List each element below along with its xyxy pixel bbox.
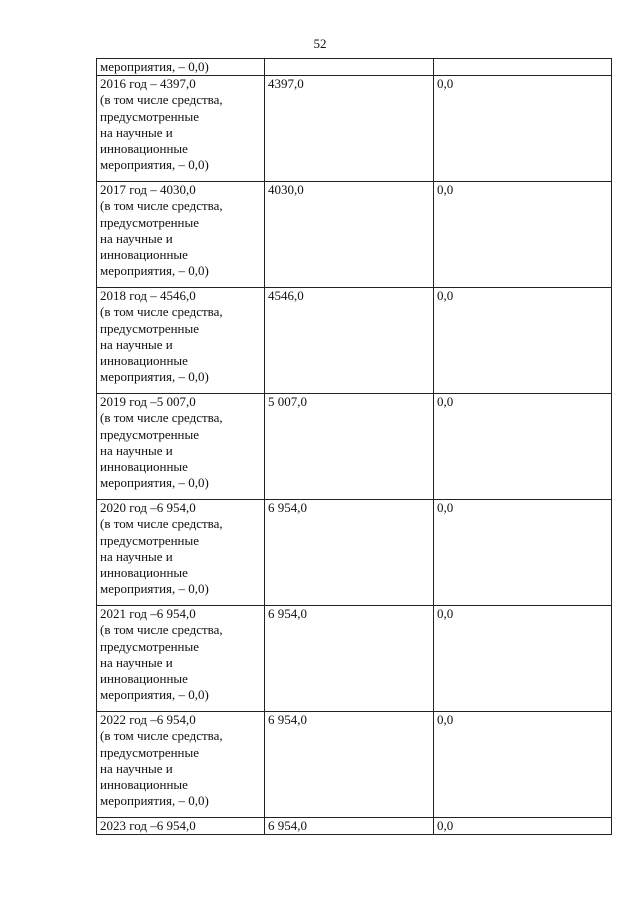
year-text-line: на научные и (100, 442, 173, 458)
year-text-cell (97, 500, 265, 606)
year-text-line: (в том числе средства, (100, 92, 223, 108)
year-text-line: инновационные (100, 777, 188, 793)
year-text-cell (97, 76, 265, 182)
year-text-cell (97, 394, 265, 500)
year-text-line: мероприятия, – 0,0) (100, 581, 209, 597)
year-text-line: на научные и (100, 760, 173, 776)
year-text-line: инновационные (100, 671, 188, 687)
table-row (97, 394, 612, 500)
amount-cell: 5 007,0 (265, 394, 434, 500)
year-text-line: инновационные (100, 459, 188, 475)
amount-cell: 6 954,0 (265, 818, 434, 835)
year-text-line: 2019 год –5 007,0 (100, 394, 196, 410)
table-row-continuation (97, 59, 612, 76)
year-text-line: мероприятия, – 0,0) (100, 793, 209, 809)
table-row (97, 606, 612, 712)
funding-table (96, 58, 612, 835)
other-amount-cell: 0,0 (434, 182, 612, 288)
year-text-line: (в том числе средства, (100, 198, 223, 214)
year-text-line: на научные и (100, 124, 173, 140)
year-text-line: мероприятия, – 0,0) (100, 157, 209, 173)
year-text-line: предусмотренные (100, 108, 200, 124)
year-text-cell (97, 182, 265, 288)
year-text-line: предусмотренные (100, 638, 200, 654)
continuation-text-cell: мероприятия, – 0,0) (97, 59, 265, 76)
year-text-line: мероприятия, – 0,0) (100, 369, 209, 385)
table-row-2023 (97, 818, 612, 835)
table-row (97, 76, 612, 182)
amount-cell: 4397,0 (265, 76, 434, 182)
year-text-line: (в том числе средства, (100, 622, 223, 638)
year-text-line: инновационные (100, 565, 188, 581)
year-text-line: предусмотренные (100, 532, 200, 548)
page-number: 52 (313, 36, 327, 51)
other-amount-cell: 0,0 (434, 394, 612, 500)
year-text-line: мероприятия, – 0,0) (100, 687, 209, 703)
other-amount-cell: 0,0 (434, 818, 612, 835)
table-row (97, 288, 612, 394)
other-amount-cell: 0,0 (434, 288, 612, 394)
funding-table-body (97, 59, 612, 835)
year-text-line: предусмотренные (100, 426, 200, 442)
year-text-line: на научные и (100, 654, 173, 670)
other-amount-cell: 0,0 (434, 500, 612, 606)
year-text-cell (97, 606, 265, 712)
continuation-other-cell (434, 59, 612, 76)
amount-cell: 4546,0 (265, 288, 434, 394)
year-text-cell (97, 712, 265, 818)
year-text-line: мероприятия, – 0,0) (100, 263, 209, 279)
year-text-line: на научные и (100, 230, 173, 246)
year-text-line: инновационные (100, 247, 188, 263)
year-text-line: предусмотренные (100, 320, 200, 336)
year-text-line: 2018 год – 4546,0 (100, 288, 196, 304)
year-text-line: 2016 год – 4397,0 (100, 76, 196, 92)
year-text-line: (в том числе средства, (100, 304, 223, 320)
year-text-line: 2021 год –6 954,0 (100, 606, 196, 622)
year-text-cell: 2023 год –6 954,0 (97, 818, 265, 835)
year-text-line: 2022 год –6 954,0 (100, 712, 196, 728)
year-text-line: предусмотренные (100, 214, 200, 230)
year-text-line: 2017 год – 4030,0 (100, 182, 196, 198)
other-amount-cell: 0,0 (434, 76, 612, 182)
year-text-line: предусмотренные (100, 744, 200, 760)
year-text-line: инновационные (100, 141, 188, 157)
year-text-line: инновационные (100, 353, 188, 369)
year-text-line: (в том числе средства, (100, 410, 223, 426)
year-text-line: (в том числе средства, (100, 728, 223, 744)
table-row (97, 182, 612, 288)
year-text-line: 2020 год –6 954,0 (100, 500, 196, 516)
year-text-cell (97, 288, 265, 394)
year-text-line: мероприятия, – 0,0) (100, 475, 209, 491)
continuation-amount-cell (265, 59, 434, 76)
amount-cell: 6 954,0 (265, 500, 434, 606)
year-text-line: на научные и (100, 548, 173, 564)
other-amount-cell: 0,0 (434, 712, 612, 818)
year-text-line: на научные и (100, 336, 173, 352)
year-text-line: (в том числе средства, (100, 516, 223, 532)
other-amount-cell: 0,0 (434, 606, 612, 712)
table-row (97, 500, 612, 606)
amount-cell: 4030,0 (265, 182, 434, 288)
amount-cell: 6 954,0 (265, 606, 434, 712)
amount-cell: 6 954,0 (265, 712, 434, 818)
table-row (97, 712, 612, 818)
